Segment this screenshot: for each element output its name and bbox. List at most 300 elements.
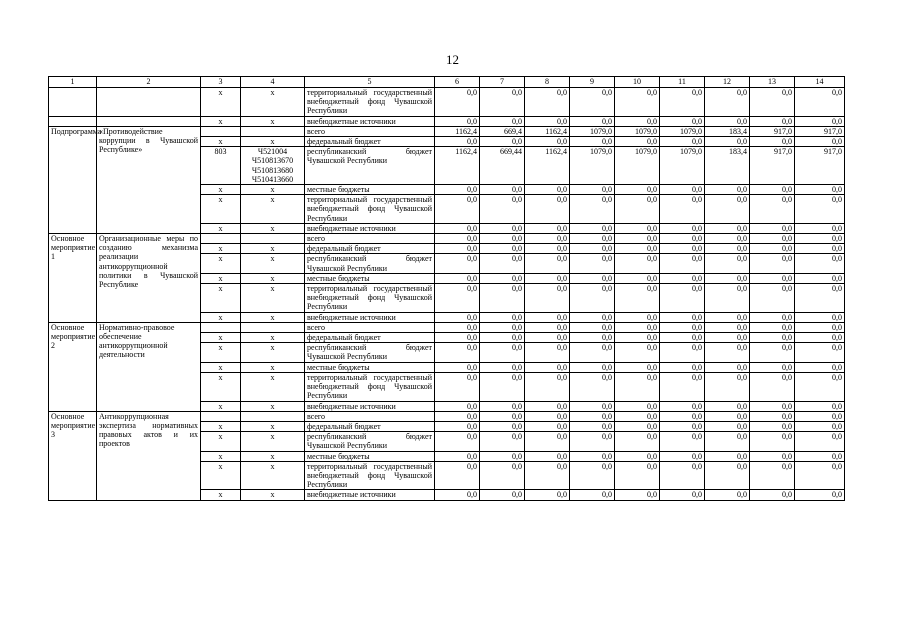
funding-source-cell: всего xyxy=(305,411,435,421)
year-value-cell: 917,0 xyxy=(750,147,795,185)
year-value-cell: 0,0 xyxy=(660,411,705,421)
year-value-cell: 0,0 xyxy=(480,322,525,332)
budget-class-code-cell: х xyxy=(241,343,305,362)
funding-source-cell: внебюджетные источники xyxy=(305,223,435,233)
budget-class-code-cell: х xyxy=(241,432,305,451)
budget-class-code-cell: х xyxy=(241,421,305,431)
year-value-cell: 0,0 xyxy=(705,234,750,244)
year-value-cell: 0,0 xyxy=(750,490,795,500)
year-value-cell: 0,0 xyxy=(795,451,845,461)
year-value-cell: 0,0 xyxy=(435,401,480,411)
year-value-cell: 0,0 xyxy=(750,333,795,343)
year-value-cell: 917,0 xyxy=(795,147,845,185)
budget-class-code: Ч510813680 xyxy=(251,165,294,175)
year-value-cell: 0,0 xyxy=(570,401,615,411)
funding-source-cell: местные бюджеты xyxy=(305,451,435,461)
year-value-cell: 0,0 xyxy=(435,333,480,343)
year-value-cell: 0,0 xyxy=(615,451,660,461)
year-value-cell: 0,0 xyxy=(435,244,480,254)
year-value-cell: 0,0 xyxy=(435,461,480,490)
year-value-cell: 0,0 xyxy=(615,372,660,401)
year-value-cell: 0,0 xyxy=(750,273,795,283)
column-header: 10 xyxy=(615,77,660,88)
program-name-cell xyxy=(97,116,201,126)
grbs-code-cell: х xyxy=(201,244,241,254)
program-status-cell xyxy=(49,88,97,117)
year-value-cell: 0,0 xyxy=(570,490,615,500)
year-value-cell: 0,0 xyxy=(795,333,845,343)
year-value-cell: 0,0 xyxy=(480,490,525,500)
year-value-cell: 1079,0 xyxy=(660,147,705,185)
year-value-cell: 0,0 xyxy=(660,432,705,451)
funding-source-cell: территориальный государственный внебюджетный фонд Чувашской Республики xyxy=(305,88,435,117)
year-value-cell: 0,0 xyxy=(570,411,615,421)
year-value-cell: 0,0 xyxy=(705,244,750,254)
year-value-cell: 0,0 xyxy=(750,322,795,332)
year-value-cell: 0,0 xyxy=(525,88,570,117)
year-value-cell: 0,0 xyxy=(705,223,750,233)
year-value-cell: 0,0 xyxy=(435,284,480,313)
year-value-cell: 0,0 xyxy=(660,372,705,401)
year-value-cell: 0,0 xyxy=(795,244,845,254)
year-value-cell: 0,0 xyxy=(705,333,750,343)
year-value-cell: 0,0 xyxy=(570,432,615,451)
year-value-cell: 0,0 xyxy=(750,432,795,451)
year-value-cell: 0,0 xyxy=(660,284,705,313)
table-row xyxy=(49,88,845,117)
year-value-cell: 0,0 xyxy=(525,312,570,322)
program-name-cell: Организационные меры по созданию механизма реализации антикоррупционной политики в Чувашской Республике xyxy=(97,234,201,323)
program-name-cell: Антикоррупционная экспертиза нормативных правовых актов и их проектов xyxy=(97,411,201,500)
grbs-code-cell: х xyxy=(201,223,241,233)
budget-class-code-cell: х xyxy=(241,401,305,411)
column-header: 2 xyxy=(97,77,201,88)
grbs-code-cell xyxy=(201,322,241,332)
year-value-cell: 0,0 xyxy=(615,234,660,244)
year-value-cell: 0,0 xyxy=(435,223,480,233)
year-value-cell: 0,0 xyxy=(525,432,570,451)
budget-class-code-cell: х xyxy=(241,195,305,224)
funding-source-cell: республиканский бюджет Чувашской Республики xyxy=(305,254,435,273)
year-value-cell: 0,0 xyxy=(795,401,845,411)
budget-class-codes-cell xyxy=(241,147,305,185)
year-value-cell: 0,0 xyxy=(435,185,480,195)
year-value-cell: 0,0 xyxy=(705,411,750,421)
budget-class-code-cell: х xyxy=(241,116,305,126)
funding-source-cell: местные бюджеты xyxy=(305,362,435,372)
year-value-cell: 0,0 xyxy=(705,401,750,411)
funding-source-cell: внебюджетные источники xyxy=(305,490,435,500)
year-value-cell: 0,0 xyxy=(570,88,615,117)
year-value-cell: 0,0 xyxy=(615,411,660,421)
grbs-code-cell: х xyxy=(201,137,241,147)
year-value-cell: 0,0 xyxy=(750,244,795,254)
year-value-cell: 1162,4 xyxy=(525,126,570,136)
year-value-cell: 0,0 xyxy=(480,312,525,322)
year-value-cell: 0,0 xyxy=(750,223,795,233)
grbs-code-cell: х xyxy=(201,401,241,411)
year-value-cell: 0,0 xyxy=(435,343,480,362)
program-name-cell: «Противодействие коррупции в Чувашской Республике» xyxy=(97,126,201,233)
year-value-cell: 0,0 xyxy=(660,254,705,273)
column-header: 6 xyxy=(435,77,480,88)
year-value-cell: 0,0 xyxy=(660,185,705,195)
table-row xyxy=(49,234,845,244)
year-value-cell: 0,0 xyxy=(705,137,750,147)
year-value-cell: 0,0 xyxy=(480,195,525,224)
funding-source-cell: территориальный государственный внебюджетный фонд Чувашской Республики xyxy=(305,461,435,490)
year-value-cell: 0,0 xyxy=(570,116,615,126)
grbs-code-cell: х xyxy=(201,372,241,401)
year-value-cell: 0,0 xyxy=(615,223,660,233)
year-value-cell: 0,0 xyxy=(525,362,570,372)
year-value-cell: 0,0 xyxy=(570,234,615,244)
year-value-cell: 0,0 xyxy=(750,195,795,224)
year-value-cell: 0,0 xyxy=(525,195,570,224)
year-value-cell: 0,0 xyxy=(480,234,525,244)
year-value-cell: 0,0 xyxy=(750,88,795,117)
year-value-cell: 0,0 xyxy=(435,372,480,401)
year-value-cell: 0,0 xyxy=(660,88,705,117)
budget-class-code-cell: х xyxy=(241,372,305,401)
year-value-cell: 0,0 xyxy=(570,451,615,461)
program-name-cell xyxy=(97,88,201,117)
year-value-cell: 917,0 xyxy=(795,126,845,136)
year-value-cell: 0,0 xyxy=(705,432,750,451)
year-value-cell: 0,0 xyxy=(525,461,570,490)
year-value-cell: 0,0 xyxy=(660,362,705,372)
year-value-cell: 0,0 xyxy=(660,137,705,147)
funding-source-cell: федеральный бюджет xyxy=(305,421,435,431)
funding-source-cell: республиканский бюджет Чувашской Республики xyxy=(305,147,435,185)
year-value-cell: 0,0 xyxy=(480,333,525,343)
grbs-code-cell: х xyxy=(201,421,241,431)
year-value-cell: 0,0 xyxy=(795,372,845,401)
year-value-cell: 0,0 xyxy=(795,411,845,421)
year-value-cell: 0,0 xyxy=(615,185,660,195)
year-value-cell: 0,0 xyxy=(435,421,480,431)
year-value-cell: 0,0 xyxy=(795,254,845,273)
funding-source-cell: федеральный бюджет xyxy=(305,333,435,343)
year-value-cell: 0,0 xyxy=(705,490,750,500)
year-value-cell: 0,0 xyxy=(525,411,570,421)
year-value-cell: 0,0 xyxy=(750,362,795,372)
year-value-cell: 0,0 xyxy=(570,284,615,313)
year-value-cell: 0,0 xyxy=(750,372,795,401)
year-value-cell: 0,0 xyxy=(615,244,660,254)
year-value-cell: 0,0 xyxy=(795,432,845,451)
year-value-cell: 0,0 xyxy=(705,284,750,313)
year-value-cell: 0,0 xyxy=(570,343,615,362)
year-value-cell: 0,0 xyxy=(750,185,795,195)
year-value-cell: 0,0 xyxy=(615,432,660,451)
budget-class-code-cell xyxy=(241,322,305,332)
year-value-cell: 0,0 xyxy=(525,244,570,254)
year-value-cell: 0,0 xyxy=(435,254,480,273)
year-value-cell: 0,0 xyxy=(660,490,705,500)
grbs-code-cell: х xyxy=(201,273,241,283)
budget-class-code: Ч510813670 xyxy=(251,156,294,166)
year-value-cell: 0,0 xyxy=(615,333,660,343)
year-value-cell: 0,0 xyxy=(615,421,660,431)
year-value-cell: 0,0 xyxy=(480,116,525,126)
year-value-cell: 0,0 xyxy=(525,234,570,244)
year-value-cell: 0,0 xyxy=(435,312,480,322)
grbs-code-cell: х xyxy=(201,88,241,117)
year-value-cell: 0,0 xyxy=(570,333,615,343)
year-value-cell: 0,0 xyxy=(615,401,660,411)
year-value-cell: 0,0 xyxy=(660,461,705,490)
budget-class-code-cell: х xyxy=(241,137,305,147)
program-status-cell: Основное мероприятие 1 xyxy=(49,234,97,323)
grbs-code-cell: х xyxy=(201,312,241,322)
year-value-cell: 0,0 xyxy=(750,284,795,313)
year-value-cell: 0,0 xyxy=(705,461,750,490)
year-value-cell: 0,0 xyxy=(615,273,660,283)
column-header: 14 xyxy=(795,77,845,88)
column-header: 13 xyxy=(750,77,795,88)
budget-class-code-cell: х xyxy=(241,461,305,490)
budget-class-code: Ч510413660 xyxy=(251,174,294,184)
year-value-cell: 0,0 xyxy=(705,195,750,224)
column-header: 9 xyxy=(570,77,615,88)
year-value-cell: 0,0 xyxy=(480,401,525,411)
table-row xyxy=(49,322,845,332)
year-value-cell: 0,0 xyxy=(570,185,615,195)
program-name-cell: Нормативно-правовое обеспечение антикоррупционной деятельности xyxy=(97,322,201,411)
year-value-cell: 0,0 xyxy=(525,223,570,233)
budget-class-code-cell: х xyxy=(241,223,305,233)
year-value-cell: 183,4 xyxy=(705,126,750,136)
year-value-cell: 0,0 xyxy=(795,421,845,431)
year-value-cell: 0,0 xyxy=(705,312,750,322)
year-value-cell: 0,0 xyxy=(570,372,615,401)
year-value-cell: 0,0 xyxy=(480,343,525,362)
year-value-cell: 0,0 xyxy=(570,322,615,332)
year-value-cell: 0,0 xyxy=(615,137,660,147)
budget-table xyxy=(48,76,845,501)
year-value-cell: 0,0 xyxy=(525,401,570,411)
year-value-cell: 0,0 xyxy=(795,185,845,195)
year-value-cell: 0,0 xyxy=(705,322,750,332)
budget-class-code-cell xyxy=(241,234,305,244)
year-value-cell: 0,0 xyxy=(525,372,570,401)
year-value-cell: 0,0 xyxy=(525,284,570,313)
year-value-cell: 0,0 xyxy=(435,195,480,224)
grbs-code-cell: х xyxy=(201,333,241,343)
funding-source-cell: республиканский бюджет Чувашской Республики xyxy=(305,343,435,362)
year-value-cell: 0,0 xyxy=(795,284,845,313)
funding-source-cell: территориальный государственный внебюджетный фонд Чувашской Республики xyxy=(305,195,435,224)
column-header: 3 xyxy=(201,77,241,88)
year-value-cell: 0,0 xyxy=(435,322,480,332)
year-value-cell: 0,0 xyxy=(525,451,570,461)
year-value-cell: 0,0 xyxy=(750,234,795,244)
year-value-cell: 0,0 xyxy=(570,137,615,147)
year-value-cell: 0,0 xyxy=(795,312,845,322)
grbs-code-cell xyxy=(201,234,241,244)
funding-source-cell: территориальный государственный внебюджетный фонд Чувашской Республики xyxy=(305,284,435,313)
year-value-cell: 0,0 xyxy=(525,116,570,126)
year-value-cell: 0,0 xyxy=(705,88,750,117)
year-value-cell: 0,0 xyxy=(750,312,795,322)
year-value-cell: 0,0 xyxy=(435,88,480,117)
year-value-cell: 0,0 xyxy=(435,362,480,372)
year-value-cell: 0,0 xyxy=(615,362,660,372)
year-value-cell: 0,0 xyxy=(480,461,525,490)
year-value-cell: 0,0 xyxy=(615,284,660,313)
year-value-cell: 0,0 xyxy=(525,273,570,283)
year-value-cell: 669,4 xyxy=(480,126,525,136)
year-value-cell: 1079,0 xyxy=(570,126,615,136)
year-value-cell: 0,0 xyxy=(480,254,525,273)
year-value-cell: 0,0 xyxy=(525,343,570,362)
year-value-cell: 0,0 xyxy=(660,273,705,283)
column-header: 7 xyxy=(480,77,525,88)
column-header: 12 xyxy=(705,77,750,88)
year-value-cell: 0,0 xyxy=(525,490,570,500)
year-value-cell: 0,0 xyxy=(480,372,525,401)
year-value-cell: 0,0 xyxy=(615,343,660,362)
budget-class-code-cell: х xyxy=(241,284,305,313)
year-value-cell: 0,0 xyxy=(480,244,525,254)
year-value-cell: 183,4 xyxy=(705,147,750,185)
year-value-cell: 0,0 xyxy=(705,362,750,372)
year-value-cell: 0,0 xyxy=(525,137,570,147)
year-value-cell: 0,0 xyxy=(750,116,795,126)
budget-class-code-cell: х xyxy=(241,88,305,117)
program-status-cell: Основное мероприятие 3 xyxy=(49,411,97,500)
year-value-cell: 0,0 xyxy=(705,451,750,461)
year-value-cell: 669,44 xyxy=(480,147,525,185)
grbs-code-cell: х xyxy=(201,195,241,224)
year-value-cell: 0,0 xyxy=(525,421,570,431)
grbs-code-cell xyxy=(201,411,241,421)
year-value-cell: 0,0 xyxy=(795,137,845,147)
program-status-cell: Основное мероприятие 2 xyxy=(49,322,97,411)
year-value-cell: 1079,0 xyxy=(570,147,615,185)
year-value-cell: 0,0 xyxy=(615,322,660,332)
year-value-cell: 917,0 xyxy=(750,126,795,136)
budget-class-code-cell: х xyxy=(241,185,305,195)
year-value-cell: 1079,0 xyxy=(615,147,660,185)
year-value-cell: 0,0 xyxy=(615,461,660,490)
funding-source-cell: внебюджетные источники xyxy=(305,312,435,322)
year-value-cell: 0,0 xyxy=(570,254,615,273)
funding-source-cell: всего xyxy=(305,234,435,244)
table-row xyxy=(49,126,845,136)
year-value-cell: 0,0 xyxy=(660,343,705,362)
budget-class-code-cell: х xyxy=(241,244,305,254)
year-value-cell: 0,0 xyxy=(795,490,845,500)
year-value-cell: 0,0 xyxy=(480,411,525,421)
column-header: 11 xyxy=(660,77,705,88)
year-value-cell: 0,0 xyxy=(660,195,705,224)
year-value-cell: 0,0 xyxy=(480,284,525,313)
year-value-cell: 0,0 xyxy=(705,254,750,273)
year-value-cell: 0,0 xyxy=(795,343,845,362)
column-header: 1 xyxy=(49,77,97,88)
grbs-code-cell: х xyxy=(201,284,241,313)
year-value-cell: 0,0 xyxy=(750,461,795,490)
grbs-code-cell: х xyxy=(201,432,241,451)
year-value-cell: 0,0 xyxy=(750,401,795,411)
funding-source-cell: местные бюджеты xyxy=(305,185,435,195)
grbs-code-cell: х xyxy=(201,343,241,362)
year-value-cell: 0,0 xyxy=(570,421,615,431)
year-value-cell: 0,0 xyxy=(615,116,660,126)
year-value-cell: 0,0 xyxy=(525,322,570,332)
column-header: 4 xyxy=(241,77,305,88)
year-value-cell: 0,0 xyxy=(660,244,705,254)
year-value-cell: 0,0 xyxy=(750,137,795,147)
year-value-cell: 0,0 xyxy=(795,116,845,126)
column-header: 5 xyxy=(305,77,435,88)
year-value-cell: 0,0 xyxy=(570,273,615,283)
year-value-cell: 0,0 xyxy=(795,322,845,332)
year-value-cell: 0,0 xyxy=(795,88,845,117)
budget-class-code-cell xyxy=(241,126,305,136)
year-value-cell: 0,0 xyxy=(750,451,795,461)
year-value-cell: 0,0 xyxy=(570,362,615,372)
year-value-cell: 0,0 xyxy=(795,273,845,283)
year-value-cell: 0,0 xyxy=(660,421,705,431)
year-value-cell: 0,0 xyxy=(615,254,660,273)
budget-class-code-cell: х xyxy=(241,312,305,322)
budget-class-code-cell: х xyxy=(241,254,305,273)
year-value-cell: 1162,4 xyxy=(435,147,480,185)
year-value-cell: 0,0 xyxy=(750,421,795,431)
year-value-cell: 0,0 xyxy=(480,88,525,117)
year-value-cell: 0,0 xyxy=(435,273,480,283)
year-value-cell: 0,0 xyxy=(615,195,660,224)
year-value-cell: 0,0 xyxy=(750,343,795,362)
column-header: 8 xyxy=(525,77,570,88)
funding-source-cell: всего xyxy=(305,126,435,136)
year-value-cell: 0,0 xyxy=(435,137,480,147)
year-value-cell: 0,0 xyxy=(660,333,705,343)
year-value-cell: 0,0 xyxy=(660,223,705,233)
budget-class-code-cell: х xyxy=(241,333,305,343)
year-value-cell: 0,0 xyxy=(795,362,845,372)
year-value-cell: 0,0 xyxy=(750,254,795,273)
year-value-cell: 0,0 xyxy=(660,401,705,411)
year-value-cell: 0,0 xyxy=(705,116,750,126)
year-value-cell: 0,0 xyxy=(525,254,570,273)
year-value-cell: 0,0 xyxy=(795,461,845,490)
grbs-code-cell: 803 xyxy=(201,147,241,185)
year-value-cell: 0,0 xyxy=(480,273,525,283)
year-value-cell: 0,0 xyxy=(615,312,660,322)
table-body xyxy=(49,88,845,501)
program-status-cell xyxy=(49,116,97,126)
year-value-cell: 0,0 xyxy=(795,234,845,244)
funding-source-cell: всего xyxy=(305,322,435,332)
year-value-cell: 0,0 xyxy=(615,490,660,500)
year-value-cell: 0,0 xyxy=(570,312,615,322)
program-status-cell: Подпрограмма xyxy=(49,126,97,233)
year-value-cell: 0,0 xyxy=(570,244,615,254)
year-value-cell: 0,0 xyxy=(660,116,705,126)
year-value-cell: 0,0 xyxy=(435,490,480,500)
year-value-cell: 0,0 xyxy=(705,273,750,283)
grbs-code-cell xyxy=(201,126,241,136)
year-value-cell: 0,0 xyxy=(660,312,705,322)
funding-source-cell: местные бюджеты xyxy=(305,273,435,283)
budget-class-code-cell: х xyxy=(241,490,305,500)
year-value-cell: 0,0 xyxy=(435,432,480,451)
grbs-code-cell: х xyxy=(201,490,241,500)
